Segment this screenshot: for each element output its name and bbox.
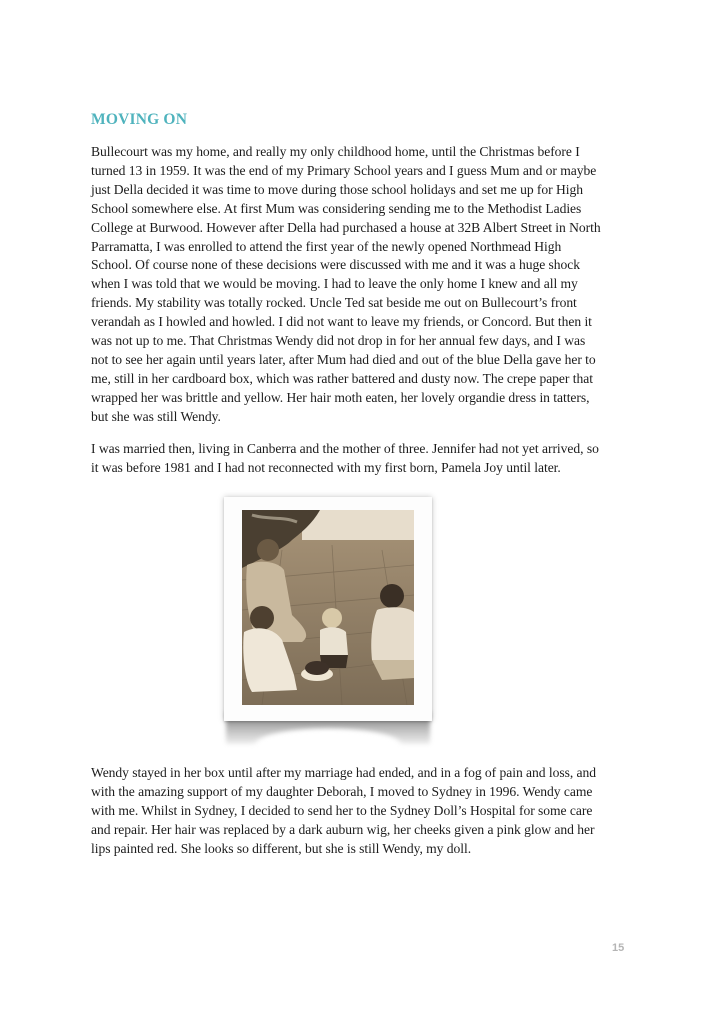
boy-right-head — [380, 584, 404, 608]
bright-background — [302, 510, 414, 540]
text-line: me, still in her cardboard box, which was rather battered and dusty now. The crepe paper that — [91, 370, 593, 386]
text-line: verandah as I howled and howled. I did not want to leave my friends, or Concord. But then it — [91, 314, 592, 330]
family-photo-frame — [224, 497, 432, 721]
text-line: School somewhere else. At first Mum was considering sending me to the Methodist Ladies — [91, 200, 582, 216]
text-line: was not up to me. That Christmas Wendy did not drop in for her annual few days, and I was — [91, 333, 586, 349]
paragraph-moving — [91, 143, 636, 427]
text-line: Bullecourt was my home, and really my only childhood home, until the Christmas before I — [91, 144, 580, 159]
child-left-head — [250, 606, 274, 630]
text-line: lips painted red. She looks so different, but she is still Wendy, my doll. — [91, 840, 472, 856]
text-line: with the amazing support of my daughter Deborah, I moved to Sydney in 1996. Wendy came — [91, 783, 593, 799]
text-line: with me. Whilst in Sydney, I decided to send her to the Sydney Doll’s Hospital for some care — [91, 802, 593, 818]
text-line: I was married then, living in Canberra and the mother of three. Jennifer had not yet arrived, so — [91, 441, 599, 456]
sepia-photo-illustration — [242, 510, 414, 705]
page-number: 15 — [612, 942, 625, 954]
section-heading: MOVING ON — [91, 111, 188, 128]
toddler-body — [320, 627, 348, 655]
text-line: just Della decided it was time to move during those school holidays and set me up for High — [91, 181, 583, 197]
toddler-head — [322, 608, 342, 628]
text-line: but she was still Wendy. — [91, 408, 221, 424]
text-line: friends. My stability was totally rocked. Uncle Ted sat beside me out on Bullecourt’s front — [91, 295, 577, 311]
text-line: and repair. Her hair was replaced by a dark auburn wig, her cheeks given a pink glow and her — [91, 821, 595, 837]
text-line: turned 13 in 1959. It was the end of my Primary School years and I guess Mum and or maybe — [91, 162, 597, 178]
paragraph-canberra — [91, 440, 636, 478]
paragraph-sydney — [91, 764, 636, 859]
boy-right-body — [371, 607, 414, 660]
text-line: it was before 1981 and I had not reconnected with my first born, Pamela Joy until later. — [91, 459, 561, 475]
family-photo — [242, 510, 414, 705]
text-line: wrapped her was brittle and yellow. Her hair moth eaten, her lovely organdie dress in tatters, — [91, 389, 590, 405]
text-line: College at Burwood. However after Della had purchased a house at 32B Albert Street in North — [91, 219, 601, 235]
text-line: Wendy stayed in her box until after my marriage had ended, and in a fog of pain and loss, and — [91, 765, 597, 780]
text-line: Parramatta, I was enrolled to attend the first year of the newly opened Northmead High — [91, 238, 562, 254]
text-line: when I was told that we would be moving. I had to leave the only home I knew and all my — [91, 276, 578, 292]
mother-head — [257, 539, 279, 561]
text-line: not to see her again until years later, after Mum had died and out of the blue Della gave her to — [91, 351, 596, 367]
text-line: School. Of course none of these decisions were discussed with me and it was a huge shock — [91, 257, 581, 273]
